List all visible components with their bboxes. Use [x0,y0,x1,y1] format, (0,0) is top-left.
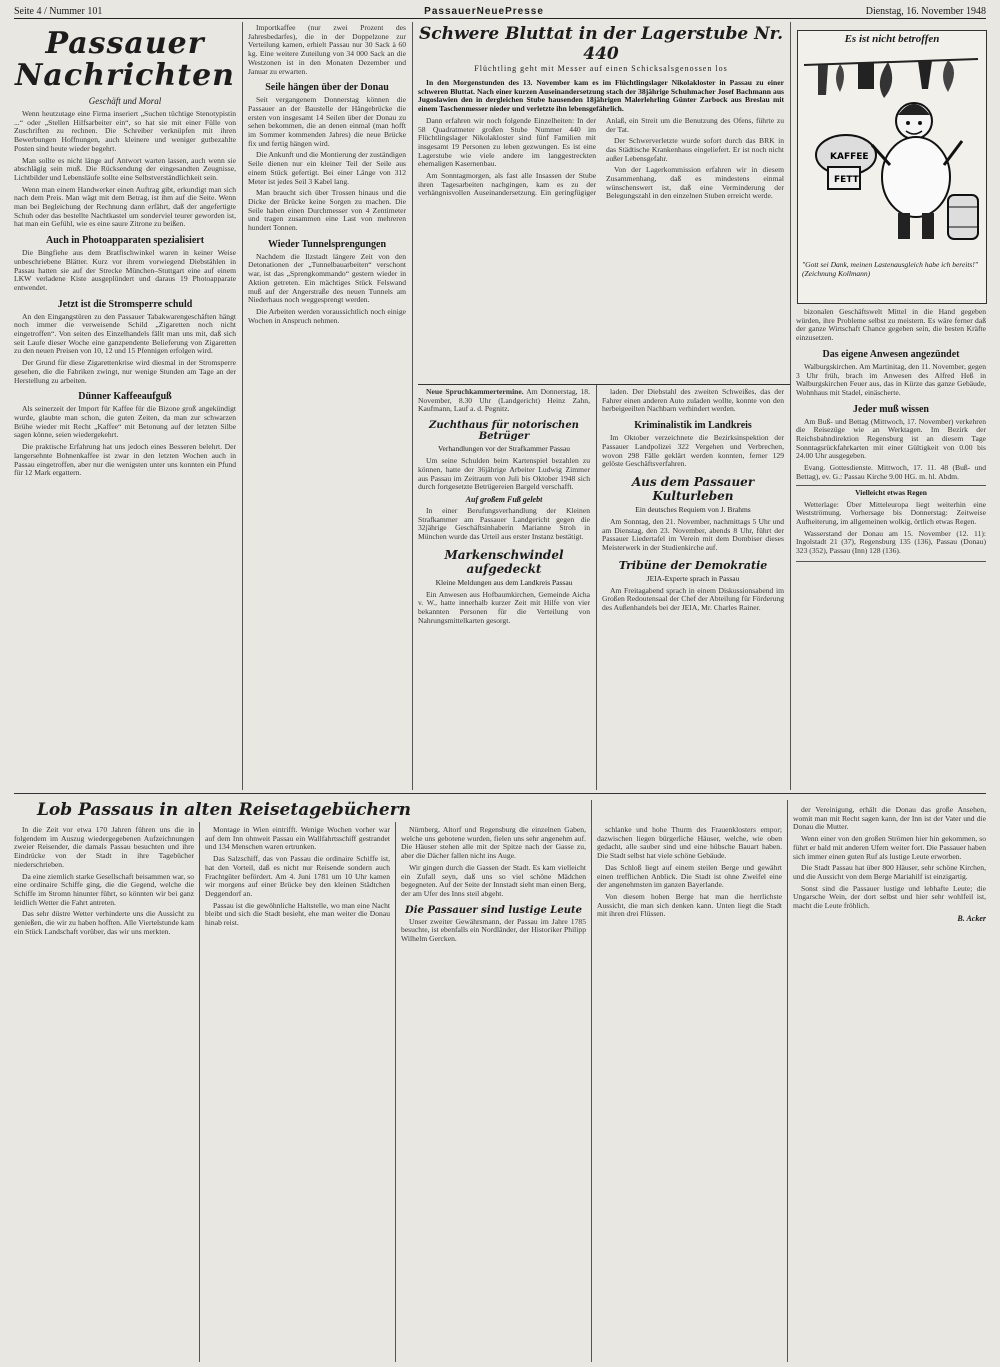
article-body: Als seinerzeit der Import für Kaffee für die Bizone groß angekündigt wurde, glaubte man schon, die guten Zeiten, da man zur schwarzen Brühe wieder mit Recht „Kaffee“ mit Betonung auf der letzten Silbe sagen könne, seien wiedergekehrt. Die praktische Erfahrung hat uns jedoch eines Besseren belehrt. Der langersehnte Bohnenkaffee ist zwar in den letzten Wochen auch in Passau eingetroffen, aber nur die wenigsten unter uns konnten ein Pfund für 12 Mark ergattern. [14,404,236,478]
article-body: Neue Spruchkammertermine. Am Donnerstag, 18. November, 8.30 Uhr (Landgericht) Heinz Zahn, Kaufmann, Lauf a. d. Pegnitz. [418,388,590,414]
header-rule [14,18,986,19]
article-body: Im Oktober verzeichnete die Bezirksinspektion der Passauer Landpolizei 322 Vergehen und Verbrechen, wovon 298 Fälle geklärt werden konnten, ferner 129 gelöste Geschäftsverfahren. [602,433,784,469]
bottom-subhead: Die Passauer sind lustige Leute [405,904,582,916]
article-heading: Jetzt ist die Stromsperre schuld [57,298,193,310]
article-heading: Kriminalistik im Landkreis [634,420,752,432]
column-divider [787,800,788,1362]
bottom-column-4: schlanke und hohe Thurm des Frauenklosters empor; dazwischen liegen bürgerliche Häuser, welche, wie oben gedacht, alle sauber sind und eine hübsche Bauart haben. Die Stadt selbst hat viele schöne Gebäude. Das Schloß liegt auf einem steilen Berge und gewährt einen trefflichen Anblick. Die Stadt ist ohne Zweifel eine der angenehmsten im ganzen Bayerlande. Von diesem hohen Berge hat man die herrlichste Aussicht, die man sich denken kann. Unten liegt die Stadt mit ihren drei Flüssen. [597,826,782,919]
article-body: Die Bingfiehe aus dem Bratfischwinkel waren in keiner Weise unbeschriebene Blätter. Kurz vor ihrem vorwiegend Diebstählen in Passau hatten sie auf der Strecke München–Stuttgart eine auf einem LKW verladene Kiste ausgeplündert und daraus 19 Photoapparate entwendet. [14,248,236,292]
newspaper-name: PassauerNeuePresse [424,5,544,17]
svg-text:FETT: FETT [834,175,859,185]
article-heading: Tribüne der Demokratie [618,558,768,572]
lead-subline: Flüchtling geht mit Messer auf einen Schicksalsgenossen los [474,64,728,73]
article-heading: Aus dem Passauer Kulturleben [631,474,755,503]
article-body: Nachdem die Ilzstadt längere Zeit von den Detonationen der „Tunnelbauarbeiten“ verschont war, ist das „Sprengkommando“ gestern wieder in Aktion getreten. Ein mächtiges Stück Felswand muß auf der Angerstraße des neuen Tunnels am Niederhaus noch weggesprengt werden. Die Arbeiten werden voraussichtlich noch einige Wochen in Anspruch nehmen. [248,251,406,325]
bottom-column-5: der Vereinigung, erhält die Donau das große Ansehen, womit man mit Recht sagen kann, der Inn ist der Vater und die Donau die Mutter. Wenn einer von den großen Strömen hier hin gekommen, so führt er bald mit anderen Ufern weiter fort. Die Passauer haben sich immer einen guten Ruf als lustige Leute erworben. Die Stadt Passau hat über 800 Häuser, sehr schöne Kirchen, und die Aussicht von dem Berge Mariahilf ist einzigartig. Sonst sind die Passauer lustige und lebhafte Leute; die Ungarsche Wein, der dort selbst und hier sehr wohlfeil ist, macht die Leute fröhlich. B. Acker [793,806,986,923]
column-divider [591,800,592,1362]
bottom-column-2: Montage in Wien eintrifft. Wenige Wochen vorher war auf dem Inn ohnweit Passau ein Wallfahrtsschiff gestrandet und 134 Menschen waren ertrunken. Das Salzschiff, das von Passau die ordinaire Schiffe ist, hat den Vorteil, daß es nicht nur Reisende sondern auch Frachtgüter befördert. Am 4. Juni 1781 um 10 Uhr kamen wir morgens auf einer Brücke bey den kleinen Städtchen Deggendorf an. Passau ist die gewöhnliche Haltstelle, wo man eine Nacht bleibt und sich die Stadt besieht, ehe man weiter die Donau hinab reist. [205,826,390,928]
lead-headline: Schwere Bluttat in der Lagerstube Nr. 440 [418,24,783,64]
cartoon-title: Es ist nicht betroffen [844,33,940,45]
column-2 [248,24,406,790]
masthead-line-1: Passauer [45,26,205,61]
weather-box [796,485,986,562]
column-divider [199,822,200,1362]
article-body: Importkaffee (nur zwei Prozent des Jahresbedarfes), die in der Doppelzone zur Verteilung kamen, erhielt Passau nur 30 Sack à 60 kg. Eine weitere Zuteilung von 34 000 Sack an die Westzonen ist in den Monaten Dezember und Januar zu erwarten. [248,24,406,76]
lead-body: Dann erfahren wir noch folgende Einzelheiten: In der 58 Quadratmeter großen Stube Nummer 440 im Flüchtlingslager Nikolakloster sind fünf Familien mit insgesamt 19 Personen zu leben gezwungen. Es ist eine Lagerstube wie viele andere im langgestreckten ehemaligen Kasernenbau. Am Sonntagmorgen, als fast alle Insassen der Stube ihren Tagesarbeiten nachgingen, kam es zu der verhängnisvollen Auseinandersetzung. Ein geringfügiger Anlaß, ein Streit um die Benutzung des Ofens, führte zu der Tat. Der Schwerverletzte wurde sofort durch das BRK in das Städtische Krankenhaus eingeliefert. Er ist noch nicht außer Lebensgefahr. Von der Lagerkommission erfahren wir in diesem Zusammenhang, daß es mindestens einmal wünschenswert ist, daß eine Verminderung der Belegungszahl in den einzelnen Stuben erreicht werde. [418,115,784,201]
masthead-subtitle: Geschäft und Moral [88,96,162,106]
article-body: Walburgskirchen. Am Martinitag, den 11. November, gegen 3 Uhr früh, brach im Anwesen des Alfred Heß in Walburgskirchen Feuer aus, das in Kürze das ganze Gebäude, Wohnhaus mit Stadel, einäscherte. [796,361,986,397]
article-subheading: Ein deutsches Requiem von J. Brahms [635,504,751,514]
article-body: Seit vergangenem Donnerstag können die Passauer an der Baustelle der Hängebrücke die ersten von insgesamt 14 Seilen über der Donau zu sehen bekommen, die an denen einmal (man hofft im Sommer kommenden Jahres) die neue Brücke fix und fertig hängen wird. Die Ankunft und die Montierung der zuständigen Seile dienen nur ein kleiner Teil der Seile aus einem Stück gefertigt. Bei einer Länge von 312 Meter ist jedes Seil 3 Kabel lang. Man braucht sich über Trossen hinaus und die Dicke der Brücke keine Sorgen zu machen. Die Seile haben einen Durchmesser von 4 Zentimeter und tragen zusammen eine Last von mehreren hundert Tonnen. [248,95,406,233]
column-divider [242,22,243,790]
article-body: Am Freitagabend sprach in einem Diskussionsabend im Großen Redoutensaal der Chef der Abteilung für Förderung des Außenhandels bei der JEIA, Mr. Charles Rainer. [602,585,784,613]
bottom-column-3: Nürnberg, Altorf und Regensburg die einzelnen Gaben, welche uns gebotene wurden, fielen uns sehr angenehm auf. Die Häuser stehen alle mit der Spitze nach der Gasse zu, aber die Dächer fallen nicht ins Auge. Wir gingen durch die Gassen der Stadt. Es kam vielleicht ein Zufall seyn, daß uns so viel schöne Mädchen begegneten. Auf der Seite der Innstadt sieht man einen Berg, der am Ufer des Inns steil abgeht. Die Passauer sind lustige Leute Unser zweiter Gewährsmann, der Passau im Jahre 1785 besuchte, ist ebenfalls ein Nordländer, der Historiker Philipp Wilhelm Gercken. [401,826,586,944]
article-heading: Jeder muß wissen [853,403,929,415]
lead-story [418,24,784,384]
article-heading: Seile hängen über der Donau [265,82,389,94]
article-author: B. Acker [957,913,986,923]
article-heading: Dünner Kaffeeaufguß [78,391,172,403]
cartoon-caption: "Gott sei Dank, meinen Lastenausgleich habe ich bereits!" (Zeichnung Kollmann) [802,260,978,278]
lead-intro: In den Morgenstunden des 13. November kam es im Flüchtlingslager Nikolakloster in Passau zu einer schweren Bluttat. Nach einer kurzen Auseinandersetzung stach der 38jährige Schuhmacher Josef Bachmann aus Jugoslawien den in dergleichen Stube hausenden 18jährigen Malerlehrling Günter Zarbock aus Breslau mit einem Taschenmesser nieder und verletzte ihn lebensgefährlich. [418,78,784,114]
column-4 [602,388,784,790]
weather-body: Wetterlage: Über Mitteleuropa liegt weiterhin eine Westströmung. Vorhersage bis Donnerstag: Zeitweise Aufheiterung, im allgemeinen wolkig, örtlich etwas Regen. Wasserstand der Donau am 15. November (12. 11): Ingolstadt 21 (37), Regensburg 135 (136), Passau (Donau) 323 (352), Passau (Inn) 128 (136). [796,499,986,556]
masthead-line-2: Nachrichten [15,58,235,93]
column-divider [412,22,413,790]
cartoon-illustration [798,45,984,253]
svg-text:KAFFEE: KAFFEE [830,152,869,162]
article-body: An den Eingangstüren zu den Passauer Tabakwarengeschäften hängt noch immer die verweisende Schild „Zigaretten noch nicht eingetroffen“. Von seiten des Einzelhandels fällt man uns mit, daß sich seit Laufe dieser Woche eine ganzpendente Belieferung von Zigaretten zu den neuen Preisen von 10, 12 und 15 Pfennigen erfolgen wird. Der Grund für diese Zigarettenkrise wird diesmal in der Stromsperre gesehen, die die Fabriken zwingt, nur wenige Stunden am Tage an der Herstellung zu arbeiten. [14,311,236,385]
column-divider [596,385,597,790]
page-header [14,4,986,18]
article-body: Um seine Schulden beim Kartenspiel bezahlen zu können, hatte der 36jährige Arbeiter Ludwig Zimmer aus Passau im Zeitraum von Juli bis Oktober 1948 sich durch fortgesetzte Betrügereien Bargeld verschafft. [418,456,590,492]
article-body: laden. Der Diebstahl des zweiten Schweißes, das der Fahrer einen anderen Auto zuladen wollte, konnte von den herbeigeeilten Nachbarn verhindert werden. [602,388,784,414]
article-body: In einer Berufungsverhandlung der Kleinen Strafkammer am Passauer Landgericht gegen die 32jährige Geschäftsinhaberin Marianne Stroh in München wurde das Urteil aus erster Instanz bestätigt. [418,505,590,542]
article-heading: Auf großem Fuß gelebt [465,494,543,504]
article-heading: Zuchthaus für notorischen Betrüger [429,420,579,443]
cartoon-box [797,30,987,304]
spruch-heading: Neue Spruchkammertermine. [426,388,524,396]
article-body: Ein Anwesen aus Hofbaumkirchen, Gemeinde Aicha v. W., hatte innerhalb kurzer Zeit mit Hilfe von vier bekannten Personen für die Verteilung von Nahrungsmittelkarten gesorgt. [418,589,590,625]
column-5 [796,308,986,790]
weather-heading: Vielleicht etwas Regen [855,487,927,497]
issue-date: Dienstag, 16. November 1948 [865,5,986,17]
column-1 [14,24,236,790]
article-subheading: Verhandlungen vor der Strafkammer Passau [437,444,571,454]
article-heading: Wieder Tunnelsprengungen [267,238,387,250]
article-subheading: Kleine Meldungen aus dem Landkreis Passau [435,577,573,587]
article-subheading: JEIA-Experte sprach in Passau [646,573,740,583]
page-number: Seite 4 / Nummer 101 [14,5,103,17]
section-rule [418,384,790,385]
section-rule [14,793,986,794]
article-heading: Das eigene Anwesen angezündet [822,348,960,360]
bottom-headline: Lob Passaus in alten Reisetagebüchern [36,800,412,820]
article-body: bizonalen Geschäftswelt Mittel in die Hand gegeben würden, ihre Probleme selbst zu meistern. Es wäre ferner daß der ganze Wirtschaft Chance gegeben sein, die besten Kräfte einzusetzen. [796,308,986,343]
article-body: Am Sonntag, den 21. November, nachmittags 5 Uhr und am Dienstag, den 23. November, abends 8 Uhr, führt der Passauer Liedertafel im Verein mit dem Dombiser dieses Meisterwerk in der Studienkirche auf. [602,516,784,553]
article-heading: Auch in Photoapparaten spezialisiert [45,235,205,247]
article-heading: Markenschwindel aufgedeckt [444,547,564,576]
column-3 [418,388,590,790]
article-body: Wenn heutzutage eine Firma inseriert „Suchen tüchtige Stenotypistin ...“ oder „Stellen Hilfsarbeiter ein“, so hat sie mit einer Fülle von Zuschriften zu rechnen. Die Schreiber verknüpfen mit ihren Bewerbungen Hoffnungen, auch kleinere und weniger gutbezahlte Posten sind heute wieder begehrt. Man sollte es nicht länge auf Antwort warten lassen, auch wenn sie abschlägig sein muß. Die Rücksendung der eingesandten Zeugnisse, Lichtbilder und Lebensläufe sollte eine Selbstverständlichkeit sein. Wenn man einem Handwerker einen Auftrag gibt, erkundigt man sich nach dem Preis. Man wägt mit dem Betrag, ist ihm auf die Seite. Wenn man bei Begleichung der Rechnung dann erfährt, daß der angefertigte Schuh oder das bestellte Nachtkastel um sonderviel teurer geworden ist, hat man ein Gefühl, wie es eine saure Zitrone zu beißen. [14,109,236,229]
column-divider [395,822,396,1362]
column-divider [790,22,791,790]
article-body: Am Buß- und Bettag (Mittwoch, 17. November) verkehren die Reisezüge wie an Werktagen. Im Bezirk der Reichsbahndirektion Regensburg ist an diesem Tage Sonntagsrückfahrkarten mit einer Gültigkeit von 0.00 bis 24.00 Uhr ausgegeben. Evang. Gottesdienste. Mittwoch, 17. 11. 48 (Buß- und Bettag), ev. G.: Passau Kirche 9.00 HG. m. hl. Abdm. [796,416,986,481]
section-masthead [14,28,236,92]
bottom-column-1: In die Zeit vor etwa 170 Jahren führen uns die in folgendem im Auszug wiedergegebenen Aufzeichnungen zweier Reisender, die damals Passau besuchten und ihre Eindrücke von der Stadt in ihre Tagebücher niederschrieben. Da eine ziemlich starke Gesellschaft beisammen war, so eine ordinaire Schiffe ging, die die Gegend, welche die Schiffe im Stromn hinunter führt, so könnten wir bei ganz leidlich Wetter die Fahrt antreten. Das sehr düstre Wetter verhinderte uns die Aussicht zu genießen, die wir zu haben hofften. Alle Viertelstunde kam ein Stück Landschaft vorüber, das wir uns merkten. [14,826,194,936]
